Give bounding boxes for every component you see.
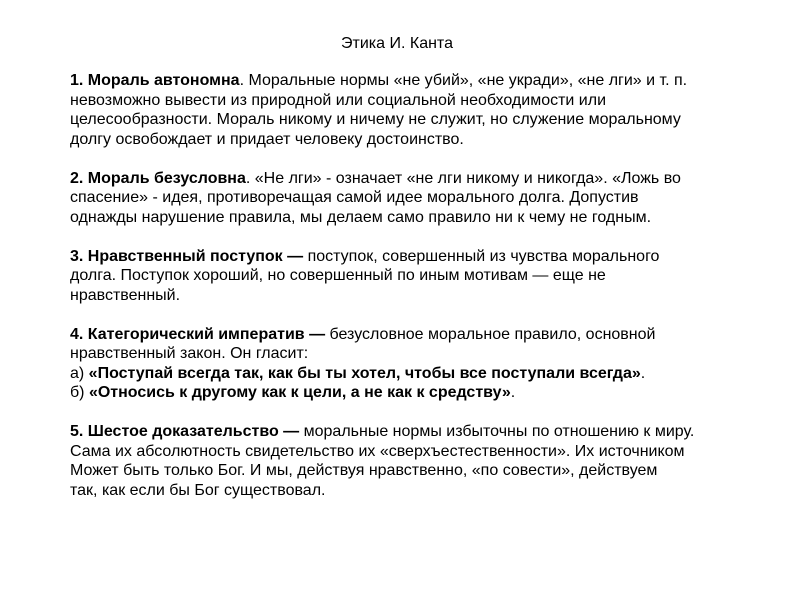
section-sixth-proof	[70, 422, 770, 500]
section-line: 4. Категорический императив — безусловное моральное правило, основной	[70, 325, 656, 343]
section-line: Сама их абсолютность свидетельство их «сверхъестественности». Их источником	[70, 442, 685, 460]
section-line: долга. Поступок хороший, но совершенный по иным мотивам — еще не	[70, 267, 606, 284]
section-line: 5. Шестое доказательство — моральные нормы избыточны по отношению к миру.	[70, 423, 695, 440]
section-line: так, как если бы Бог существовал.	[70, 481, 326, 499]
section-line: нравственный закон. Он гласит:	[70, 345, 309, 362]
section-line: спасение» - идея, противоречащая самой идее морального долга. Допустив	[70, 189, 639, 206]
section-heading: 5. Шестое доказательство —	[70, 423, 300, 440]
section-moral-act	[70, 247, 770, 306]
section-line: 2. Мораль безусловна. «Не лги» - означает «не лги никому и никогда». «Ложь во	[70, 169, 681, 187]
section-line: 3. Нравственный поступок — поступок, совершенный из чувства морального	[70, 247, 660, 265]
section-line: 1. Мораль автономна. Моральные нормы «не убий», «не укради», «не лги» и т. п.	[70, 72, 688, 89]
section-heading: 2. Мораль безусловна	[70, 169, 246, 187]
section-line: Может быть только Бог. И мы, действуя нравственно, «по совести», действуем	[70, 462, 658, 479]
imperative-item-a: а) «Поступай всегда так, как бы ты хотел, чтобы все поступали всегда».	[70, 364, 646, 382]
section-line: невозможно вывести из природной или социальной необходимости или	[70, 91, 607, 109]
section-line: долгу освобождает и придает человеку достоинство.	[70, 130, 464, 148]
section-line: нравственный.	[70, 286, 181, 304]
section-heading: 3. Нравственный поступок —	[70, 247, 304, 265]
imperative-item-b: б) «Относись к другому как к цели, а не как к средству».	[70, 384, 516, 401]
document-title: Этика И. Канта	[341, 35, 453, 52]
section-autonomy	[70, 71, 770, 149]
section-heading: 1. Мораль автономна	[70, 72, 240, 89]
section-line: целесообразности. Мораль никому и ничему не служит, но служение моральному	[70, 111, 681, 128]
section-line: однажды нарушение правила, мы делаем само правило ни к чему не годным.	[70, 208, 652, 226]
section-categorical-imperative	[70, 325, 770, 403]
section-heading: 4. Категорический императив —	[70, 325, 326, 343]
document-body	[70, 71, 770, 520]
section-unconditional	[70, 169, 770, 228]
